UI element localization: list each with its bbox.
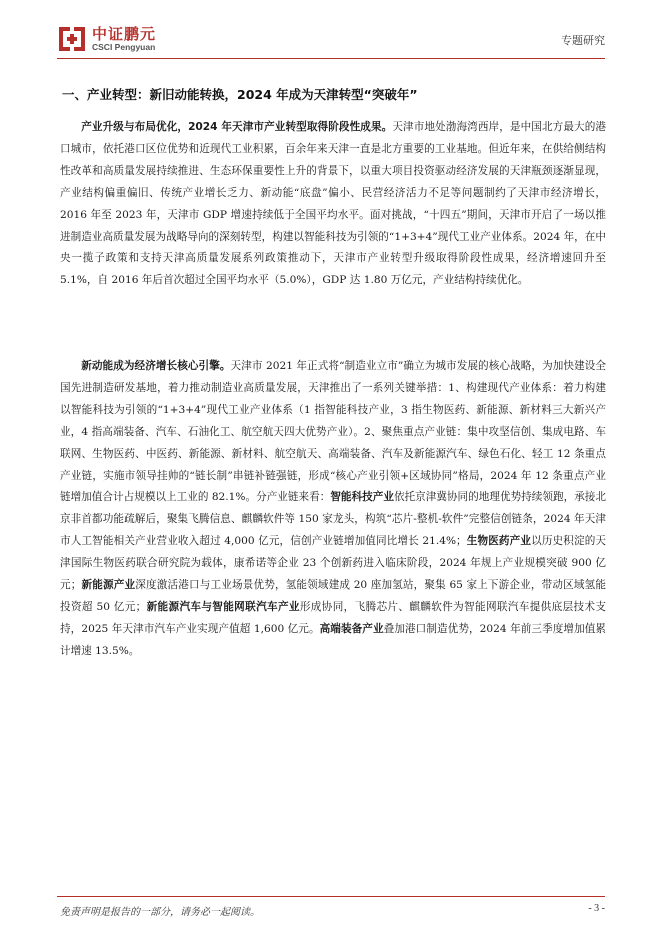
paragraph-text: 形成协同，飞腾芯片、麒麟软件为智能网联汽车提供底层技术支持，2025 年天津市汽车产业实现产值超 1,600 亿元。 [60,600,607,635]
document-type: 专题研究 [561,34,605,47]
keyword-ai-industry: 智能科技产业 [330,491,394,504]
paragraph-new-drivers [60,356,606,663]
paragraph-text: 深度激活港口与工业场景优势，氢能领域建成 20 座加氢站，聚集 65 家上下游企业，带动区域氢能投资超 50 亿元； [60,579,606,613]
brand-name-en: CSCI Pengyuan [92,42,156,52]
paragraph-text: 依托京津冀协同的地理优势持续领跑，承接北京非首都功能疏解后，聚集飞腾信息、麒麟软件等 150 家龙头，构筑“芯片-整机-软件”完整信创链条，2024 年天津市人工智能相关产业营业收入超过 4,000 亿元，信创产业链增加值同比增长 21.4%； [60,491,606,548]
paragraph-lead: 产业升级与布局优化，2024 年天津市产业转型取得阶段性成果。 [81,121,393,133]
paragraph-industry-upgrade [60,117,606,292]
keyword-new-energy-industry: 新能源产业 [81,579,136,592]
header-divider [57,58,605,59]
keyword-nev-industry: 新能源汽车与智能网联汽车产业 [146,600,300,613]
keyword-biomed-industry: 生物医药产业 [466,535,532,548]
brand-name-cn: 中证鹏元 [92,25,157,43]
paragraph-text: 叠加港口制造优势，2024 年前三季度增加值累计增速 13.5%。 [60,622,607,657]
paragraph-lead: 新动能成为经济增长核心引擎。 [81,360,231,372]
page-header [0,0,662,66]
disclaimer-note: 免责声明是报告的一部分，请务必一起阅读。 [60,907,260,918]
page-number: - 3 - [588,903,605,914]
keyword-equipment-industry: 高端装备产业 [319,622,384,635]
footer-divider [57,896,605,897]
section-title: 一、产业转型：新旧动能转换，2024 年成为天津转型“突破年” [62,87,418,102]
paragraph-text: 天津市 2021 年正式将“制造业立市”确立为城市发展的核心战略，为加快建设全国先进制造研发基地，着力推动制造业高质量发展，天津推出了一系列关键举措：1、构建现代产业体系：着力构建以智能科技为引领的“1+3+4”现代工业产业体系（1 指智能科技产业，3 指生物医药、新能源、新材料三大新兴产业，4 指高端装备、汽车、石油化工、航空航天四大优势产业）。2、聚焦重点产业链：集中攻坚信创、集成电路、车联网、生物医药、中医药、新能源、新材料、航空航天、高端装备、汽车及新能源汽车、绿色石化、轻工 12 条重点产业链，实施市领导挂帅的“链长制”串链补链强链，形成“核心产业引领+区域协同”格局，2024 年 12 条重点产业链增加值合计占规模以上工业的 82.1%。分产业链来看： [60,360,607,504]
paragraph-text: 以历史积淀的天津国际生物医药联合研究院为载体，康希诺等企业 23 个创新药进入临床阶段，2024 年规上产业规模突破 900 亿元； [60,535,607,592]
company-logo-icon [57,24,87,54]
paragraph-body: 天津市地处渤海湾西岸，是中国北方最大的港口城市，依托港口区位优势和近现代工业积累，百余年来天津一直是北方重要的工业基地。但近年来，在供给侧结构性改革和高质量发展持续推进、生态环保重要性上升的背景下，以重大项目投资驱动经济发展的天津瓶颈逐渐显现，产业结构偏重偏旧、传统产业增长乏力、新动能“底盘”偏小、民营经济活力不足等问题制约了天津市经济增长，2016 年至 2023 年，天津市 GDP 增速持续低于全国平均水平。面对挑战，“十四五”期间，天津市开启了一场以推进制造业高质量发展为战略导向的深刻转型，构建以智能科技为引领的“1+3+4”现代工业产业体系。2024 年，在中央一揽子政策和支持天津高质量发展系列政策推动下，天津市产业转型升级取得阶段性成果，经济增速回升至 5.1%，自 2016 年后首次超过全国平均水平（5.0%），GDP 达 1.80 万亿元，产业结构持续优化。 [60,121,607,287]
